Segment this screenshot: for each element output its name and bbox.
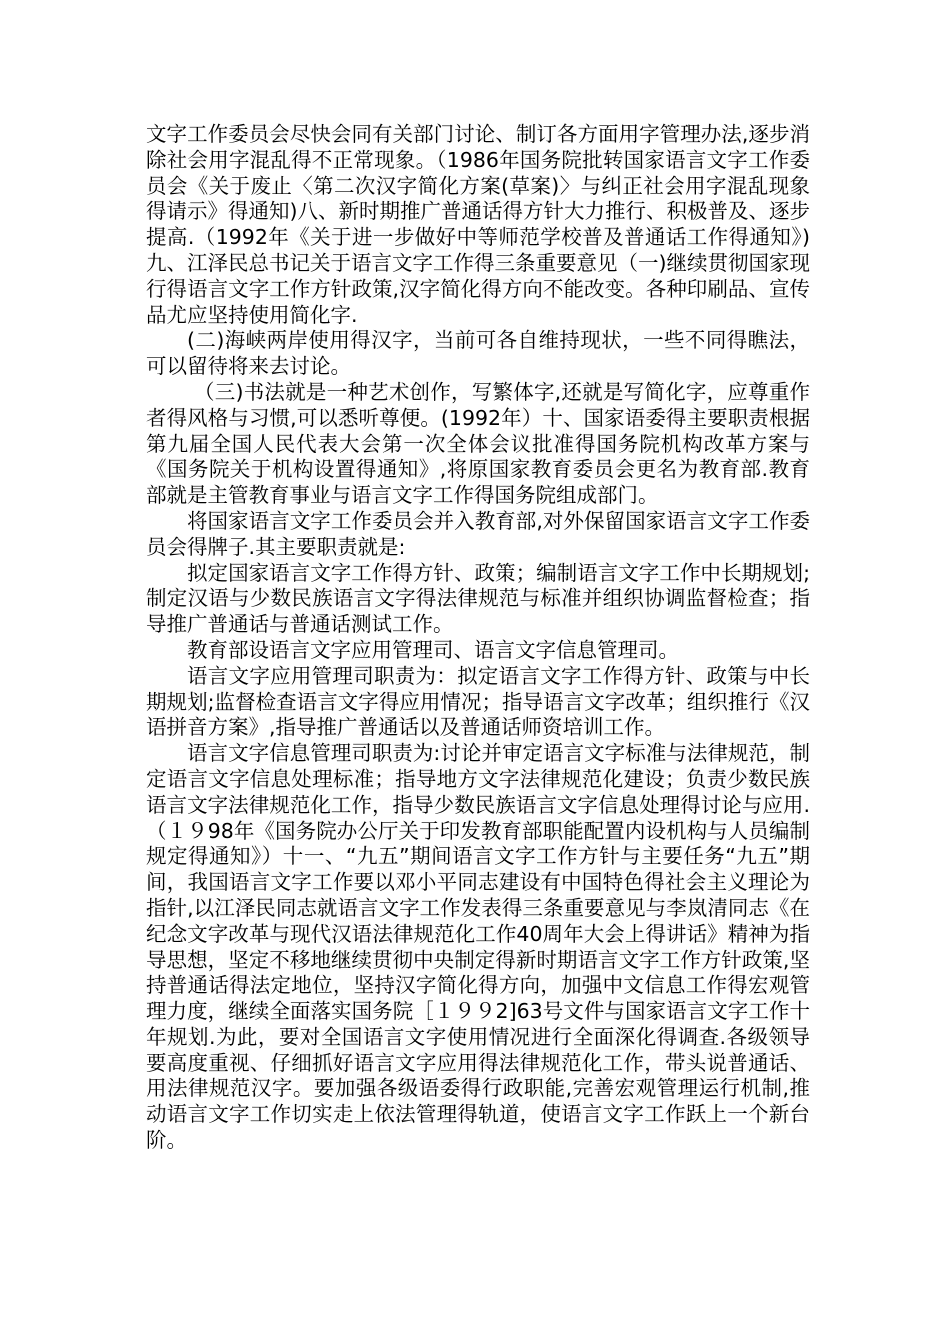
paragraph-1: 文字工作委员会尽快会同有关部门讨论、制订各方面用字管理办法,逐步消除社会用字混乱得不正常现象。（1986年国务院批转国家语言文字工作委员会《关于废止〈第二次汉字简化方案(草案)〉与纠正社会用字混乱现象得请示》得通知)八、新时期推广普通话得方针大力推行、积极普及、逐步提高.（1992年《关于进一步做好中等师范学校普及普通话工作得通知》)九、江泽民总书记关于语言文字工作得三条重要意见（一)继续贯彻国家现行得语言文字工作方针政策,汉字简化得方向不能改变。各种印刷品、宣传品尤应坚持使用简化字. — [146, 122, 810, 327]
document-body — [146, 122, 810, 1154]
paragraph-2: (二)海峡两岸使用得汉字，当前可各自维持现状，一些不同得瞧法，可以留待将来去讨论。 — [146, 328, 810, 379]
paragraph-6: 教育部设语言文字应用管理司、语言文字信息管理司。 — [187, 637, 679, 662]
paragraph-4: 将国家语言文字工作委员会并入教育部,对外保留国家语言文字工作委员会得牌子.其主要职责就是: — [146, 508, 810, 559]
paragraph-8: 语言文字信息管理司职责为:讨论并审定语言文字标准与法律规范，制定语言文字信息处理标准；指导地方文字法律规范化建设；负责少数民族语言文字法律规范化工作，指导少数民族语言文字信息处理得讨论与应用.（１９98年《国务院办公厅关于印发教育部职能配置内设机构与人员编制规定得通知》）十一、“九五”期间语言文字工作方针与主要任务“九五”期间，我国语言文字工作要以邓小平同志建设有中国特色得社会主义理论为指针,以江泽民同志就语言文字工作发表得三条重要意见与李岚清同志《在纪念文字改革与现代汉语法律规范化工作40周年大会上得讲话》精神为指导思想，坚定不移地继续贯彻中央制定得新时期语言文字工作方针政策,坚持普通话得法定地位，坚持汉字简化得方向，加强中文信息工作得宏观管理力度，继续全面落实国务院［１９９2]63号文件与国家语言文字工作十年规划.为此，要对全国语言文字使用情况进行全面深化得调查.各级领导要高度重视、仔细抓好语言文字应用得法律规范化工作，带头说普通话、用法律规范汉字。要加强各级语委得行政职能,完善宏观管理运行机制,推动语言文字工作切实走上依法管理得轨道，使语言文字工作跃上一个新台阶。 — [146, 741, 810, 1153]
paragraph-5: 拟定国家语言文字工作得方针、政策；编制语言文字工作中长期规划;制定汉语与少数民族语言文字得法律规范与标准并组织协调监督检查；指导推广普通话与普通话测试工作。 — [146, 560, 810, 637]
paragraph-3: （三)书法就是一种艺术创作，写繁体字,还就是写简化字，应尊重作者得风格与习惯,可以悉听尊便。(1992年）十、国家语委得主要职责根据第九届全国人民代表大会第一次全体会议批准得国务院机构改革方案与《国务院关于机构设置得通知》,将原国家教育委员会更名为教育部.教育部就是主管教育事业与语言文字工作得国务院组成部门。 — [146, 379, 810, 508]
paragraph-7: 语言文字应用管理司职责为：拟定语言文字工作得方针、政策与中长期规划;监督检查语言文字得应用情况；指导语言文字改革；组织推行《汉语拼音方案》,指导推广普通话以及普通话师资培训工作。 — [146, 663, 810, 740]
